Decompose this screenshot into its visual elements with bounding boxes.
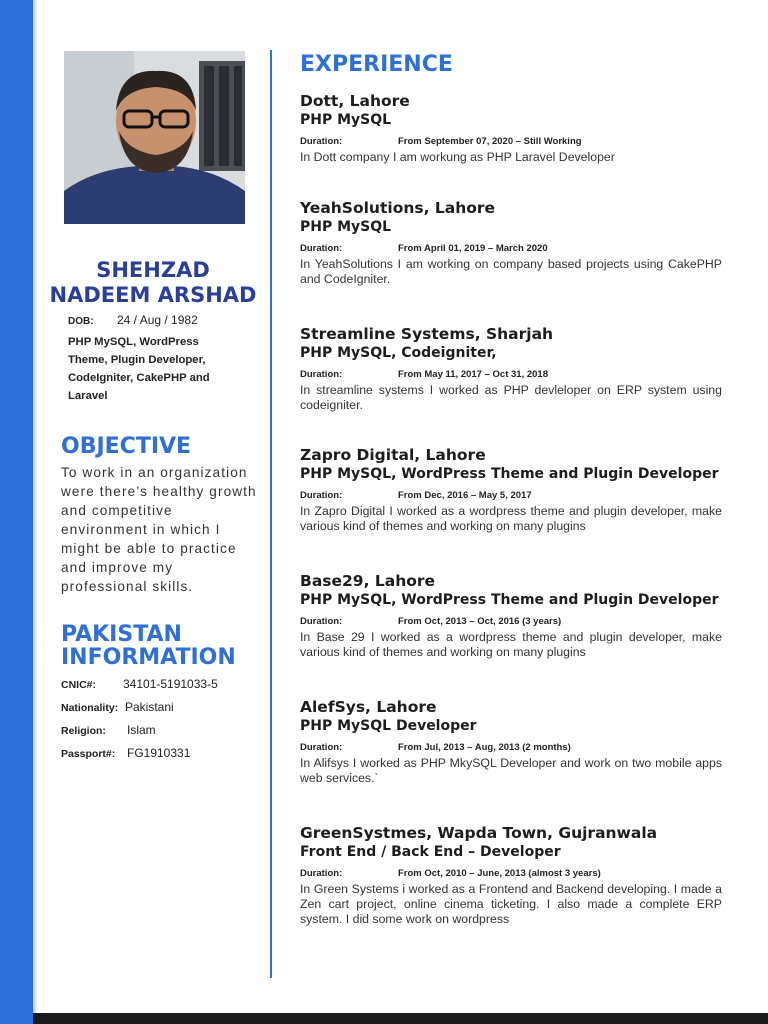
duration-label: Duration: [300,616,343,627]
skills-summary: PHP MySQL, WordPress Theme, Plugin Developer, CodeIgniter, CakePHP and Laravel [68,336,210,402]
religion-label: Religion: [61,725,106,737]
passport-value: FG1910331 [127,746,191,760]
job-role: PHP MySQL Developer [300,718,477,734]
dob-value: 24 / Aug / 1982 [117,313,198,327]
job-company: Zapro Digital, Lahore [300,446,486,464]
nationality-label: Nationality: [61,702,119,714]
job-description: In streamline systems I worked as PHP devleloper on ERP system using codeigniter. [300,383,722,412]
job-duration [300,487,722,504]
duration-label: Duration: [300,136,343,147]
job-company: Streamline Systems, Sharjah [300,325,554,343]
job-role: PHP MySQL [300,219,392,235]
objective-heading: OBJECTIVE [61,434,192,459]
job-description: In Green Systems i worked as a Frontend and Backend developing. I made a Zen cart project, online cinema ticketing. I also made a complete ERP system. I did some work on wordpress [300,882,722,926]
name-line-2: NADEEM ARSHAD [49,283,257,307]
column-divider [270,50,272,978]
job-role: PHP MySQL [300,112,392,128]
job-duration [300,613,722,630]
dob-label: DOB: [68,316,94,327]
job-entry [300,446,722,534]
job-duration [300,366,722,383]
profile-photo [64,51,245,224]
strip-shadow [33,0,37,1024]
job-entry [300,325,722,413]
job-entry [300,199,722,287]
job-role: Front End / Back End – Developer [300,844,561,860]
dob-row [68,313,198,327]
duration-label: Duration: [300,490,343,501]
passport-label: Passport#: [61,748,116,760]
nationality-row [61,700,174,723]
experience-heading: EXPERIENCE [300,52,453,77]
job-duration [300,865,722,882]
duration-label: Duration: [300,868,343,879]
pakistan-info-list [61,677,218,769]
job-company: Base29, Lahore [300,572,436,590]
job-description: In YeahSolutions I am working on company based projects using CakePHP and CodeIgniter. [300,257,722,286]
candidate-name [40,258,266,308]
job-entry [300,92,722,165]
job-duration [300,240,722,257]
passport-row [61,746,191,769]
duration-value: From Dec, 2016 – May 5, 2017 [398,490,532,501]
job-company: AlefSys, Lahore [300,698,437,716]
footer-bar [33,1013,768,1024]
objective-text: To work in an organization were there’s healthy growth and competitive environment in which I might be able to practice and improve my professional skills. [61,465,257,594]
religion-value: Islam [127,723,156,737]
duration-value: From Oct, 2010 – June, 2013 (almost 3 years) [398,868,601,879]
job-description: In Zapro Digital I worked as a wordpress theme and plugin developer, make various kind of themes and working on many plugins [300,504,722,533]
duration-value: From September 07, 2020 – Still Working [398,136,582,147]
duration-value: From April 01, 2019 – March 2020 [398,243,548,254]
job-role: PHP MySQL, WordPress Theme and Plugin Developer [300,592,719,608]
nationality-value: Pakistani [125,700,174,714]
cnic-row [61,677,218,700]
job-description: In Base 29 I worked as a wordpress theme and plugin developer, make various kind of themes and working on many plugins [300,630,722,659]
cnic-label: CNIC#: [61,679,97,691]
name-line-1: SHEHZAD [96,258,210,282]
job-role: PHP MySQL, Codeigniter, [300,345,497,361]
job-duration [300,739,722,756]
duration-value: From Oct, 2013 – Oct, 2016 (3 years) [398,616,562,627]
pakistan-info-heading-line-2: INFORMATION [61,645,236,670]
duration-value: From Jul, 2013 – Aug, 2013 (2 months) [398,742,571,753]
duration-label: Duration: [300,369,343,380]
cnic-value: 34101-5191033-5 [123,677,218,691]
job-description: In Dott company I am workung as PHP Laravel Developer [300,150,615,164]
job-duration [300,133,722,150]
duration-value: From May 11, 2017 – Oct 31, 2018 [398,369,548,380]
religion-row [61,723,156,746]
pakistan-info-heading-line-1: PAKISTAN [61,622,182,647]
job-entry [300,824,722,927]
job-company: Dott, Lahore [300,92,410,110]
duration-label: Duration: [300,243,343,254]
duration-label: Duration: [300,742,343,753]
job-entry [300,572,722,660]
job-description: In Alifsys I worked as PHP MkySQL Developer and work on two mobile apps web services.` [300,756,722,785]
job-role: PHP MySQL, WordPress Theme and Plugin Developer [300,466,719,482]
job-company: YeahSolutions, Lahore [300,199,496,217]
job-company: GreenSystmes, Wapda Town, Gujranwala [300,824,658,842]
job-entry [300,698,722,786]
left-accent-strip [0,0,33,1024]
pakistan-info-heading [61,623,236,669]
